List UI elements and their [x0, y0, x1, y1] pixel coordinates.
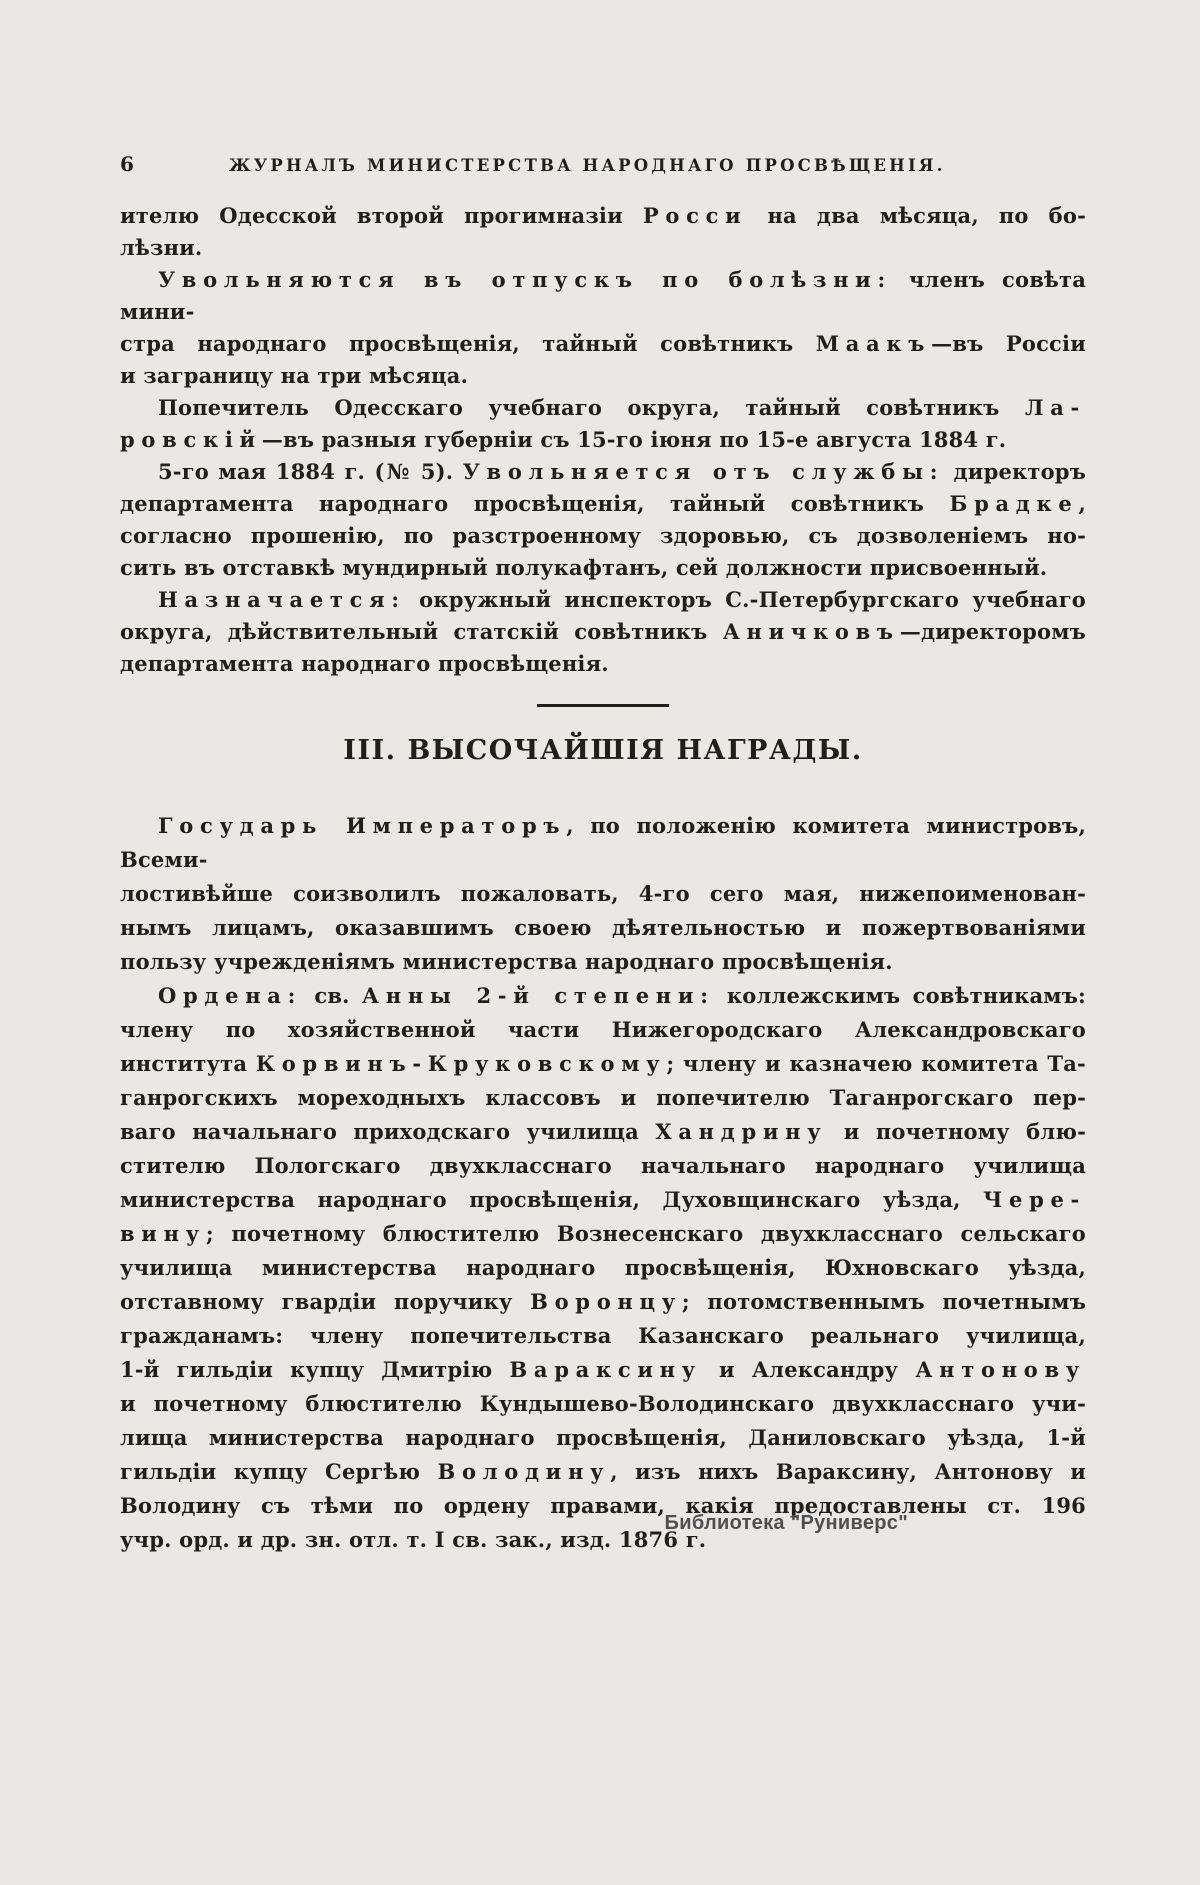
text-run: 5-го мая 1884 г. (№ 5). — [158, 459, 463, 484]
letterspaced-name: Корвинъ-Круковскому — [255, 1051, 667, 1076]
text-run: департамента народнаго просвѣщенія. — [120, 651, 609, 676]
letterspaced-name: Хандрину — [655, 1119, 828, 1144]
text-run: св. — [302, 983, 362, 1008]
text-run: Володину съ тѣми по ордену правами, какія предоставлены ст. 196 — [120, 1493, 1086, 1518]
text-line — [120, 616, 1086, 648]
text-line — [120, 1047, 1086, 1081]
paragraph — [120, 979, 1086, 1557]
text-line — [120, 1421, 1086, 1455]
text-line — [120, 488, 1086, 520]
text-run: , изъ нихъ Вараксину, Антонову и — [610, 1459, 1086, 1484]
text-line — [120, 264, 1086, 328]
text-run: лища министерства народнаго просвѣщенія, Даниловскаго уѣзда, 1-й — [120, 1425, 1086, 1450]
text-run: согласно прошенію, по разстроенному здоровью, съ дозволеніемъ но- — [120, 523, 1086, 548]
text-line — [120, 1183, 1086, 1217]
section-heading: III. ВЫСОЧАЙШІЯ НАГРАДЫ. — [343, 735, 863, 766]
paragraph — [120, 584, 1086, 680]
text-line — [120, 552, 1086, 584]
letterspaced-name: Назначается: — [158, 587, 406, 612]
text-run: —директоромъ — [899, 619, 1086, 644]
letterspaced-name: Воронцу — [530, 1289, 682, 1314]
text-line — [120, 1489, 1086, 1523]
text-run: и почетному блю- — [827, 1119, 1087, 1144]
text-run: ителю Одесской второй прогимназіи — [120, 203, 643, 228]
text-run: —въ разныя губерніи съ 15-го іюня по 15-е августа 1884 г. — [261, 427, 1007, 452]
text-run: сить въ отставкѣ мундирный полукафтанъ, сей должности присвоенный. — [120, 555, 1048, 580]
text-line — [120, 809, 1086, 877]
page-header — [120, 152, 1085, 176]
letterspaced-name: Вараксину — [509, 1357, 702, 1382]
text-run: на два мѣсяца, по бо- — [747, 203, 1086, 228]
awards-block — [120, 809, 1086, 1557]
paragraph — [120, 809, 1086, 979]
text-run: училища министерства народнаго просвѣщенія, Юхновскаго уѣзда, — [120, 1255, 1086, 1280]
text-line — [120, 1115, 1086, 1149]
letterspaced-name: Ордена: — [158, 983, 303, 1008]
letterspaced-name: вину — [120, 1221, 206, 1246]
text-run: учр. орд. и др. зн. отл. т. I св. зак., изд. 1876 г. — [120, 1527, 707, 1552]
letterspaced-name: Володину — [437, 1459, 611, 1484]
text-run: , — [1078, 491, 1086, 516]
text-line — [120, 911, 1086, 945]
text-run: гражданамъ: члену попечительства Казанскаго реальнаго училища, — [120, 1323, 1086, 1348]
paragraph — [120, 264, 1086, 392]
letterspaced-name: Государь Императоръ — [158, 813, 567, 838]
text-run: стра народнаго просвѣщенія, тайный совѣтникъ — [120, 331, 816, 356]
text-run: министерства народнаго просвѣщенія, Духовщинскаго уѣзда, — [120, 1187, 984, 1212]
text-run: членъ совѣта мини- — [120, 267, 1087, 324]
letterspaced-name: ровскій — [120, 427, 262, 452]
text-line — [120, 979, 1086, 1013]
library-watermark: Библиотека "Руниверс" — [664, 1512, 908, 1534]
text-line — [120, 1455, 1086, 1489]
letterspaced-name: Маакъ — [815, 331, 932, 356]
text-line — [120, 520, 1086, 552]
text-line — [120, 648, 1086, 680]
text-line — [120, 1217, 1086, 1251]
text-line — [120, 877, 1086, 911]
letterspaced-name: Чере- — [983, 1187, 1086, 1212]
paragraph — [120, 392, 1086, 456]
text-run: ; почетному блюстителю Вознесенскаго двухкласснаго сельскаго — [205, 1221, 1086, 1246]
text-run: и заграницу на три мѣсяца. — [120, 363, 469, 388]
paragraph — [120, 200, 1086, 264]
text-run: окружный инспекторъ С.-Петербургскаго учебнаго — [405, 587, 1086, 612]
text-run: коллежскимъ совѣтникамъ: — [714, 983, 1086, 1008]
letterspaced-name: Ла- — [1024, 395, 1086, 420]
text-line — [120, 200, 1086, 232]
text-line — [120, 1319, 1086, 1353]
text-run: 1-й гильдіи купцу Дмитрію — [120, 1357, 510, 1382]
text-line — [120, 1251, 1086, 1285]
text-run: нымъ лицамъ, оказавшимъ своею дѣятельностью и пожертвованіями — [120, 915, 1086, 940]
text-line — [120, 456, 1086, 488]
text-line — [120, 1523, 1086, 1557]
text-run: лѣзни. — [120, 235, 203, 260]
letterspaced-name: Аничковъ — [722, 619, 900, 644]
text-run: ; потомственнымъ почетнымъ — [681, 1289, 1086, 1314]
text-run: пользу учрежденіямъ министерства народнаго просвѣщенія. — [120, 949, 893, 974]
text-line — [120, 328, 1086, 360]
paragraph — [120, 456, 1086, 584]
page-number: 6 — [120, 152, 135, 176]
letterspaced-name: Анны 2-й степени: — [361, 983, 715, 1008]
text-run: института — [120, 1051, 256, 1076]
text-run: и Александру — [701, 1357, 916, 1382]
text-run: ваго начальнаго приходскаго училища — [120, 1119, 656, 1144]
section-divider — [537, 704, 669, 707]
text-run: члену по хозяйственной части Нижегородскаго Александровскаго — [120, 1017, 1086, 1042]
letterspaced-name: Увольняются въ отпускъ по болѣзни: — [158, 267, 892, 292]
text-run: отставному гвардіи поручику — [120, 1289, 531, 1314]
text-run: , по положенію комитета министровъ, Всеми- — [120, 813, 1086, 872]
letterspaced-name: Росси — [642, 203, 748, 228]
text-run: —въ Россіи — [931, 331, 1086, 356]
text-line — [120, 232, 1086, 264]
text-line — [120, 1013, 1086, 1047]
text-line — [120, 360, 1086, 392]
letterspaced-name: Увольняется отъ службы: — [462, 459, 945, 484]
text-line — [120, 424, 1086, 456]
text-line — [120, 1081, 1086, 1115]
letterspaced-name: Брадке — [949, 491, 1079, 516]
text-line — [120, 1353, 1086, 1387]
text-line — [120, 392, 1086, 424]
text-run: лостивѣйше соизволилъ пожаловать, 4-го сего мая, нижепоименован- — [120, 881, 1086, 906]
text-column — [120, 200, 1086, 1557]
text-run: округа, дѣйствительный статскій совѣтникъ — [120, 619, 723, 644]
text-run: стителю Пологскаго двухкласснаго начальнаго народнаго училища — [120, 1153, 1086, 1178]
text-line — [120, 584, 1086, 616]
text-line — [120, 1149, 1086, 1183]
running-title: ЖУРНАЛЪ МИНИСТЕРСТВА НАРОДНАГО ПРОСВѢЩЕНІЯ. — [228, 156, 946, 175]
text-line — [120, 1285, 1086, 1319]
text-run: и почетному блюстителю Кундышево-Володинскаго двухкласснаго учи- — [120, 1391, 1086, 1416]
text-run: Попечитель Одесскаго учебнаго округа, тайный совѣтникъ — [158, 395, 1025, 420]
text-line — [120, 945, 1086, 979]
text-line — [120, 1387, 1086, 1421]
text-run: департамента народнаго просвѣщенія, тайный совѣтникъ — [120, 491, 950, 516]
text-run: гильдіи купцу Сергѣю — [120, 1459, 438, 1484]
text-run: директоръ — [944, 459, 1086, 484]
text-run: ганрогскихъ мореходныхъ классовъ и попечителю Таганрогскаго пер- — [120, 1085, 1086, 1110]
text-run: ; члену и казначею комитета Та- — [666, 1051, 1086, 1076]
decrees-block — [120, 200, 1086, 680]
letterspaced-name: Антонову — [915, 1357, 1086, 1382]
